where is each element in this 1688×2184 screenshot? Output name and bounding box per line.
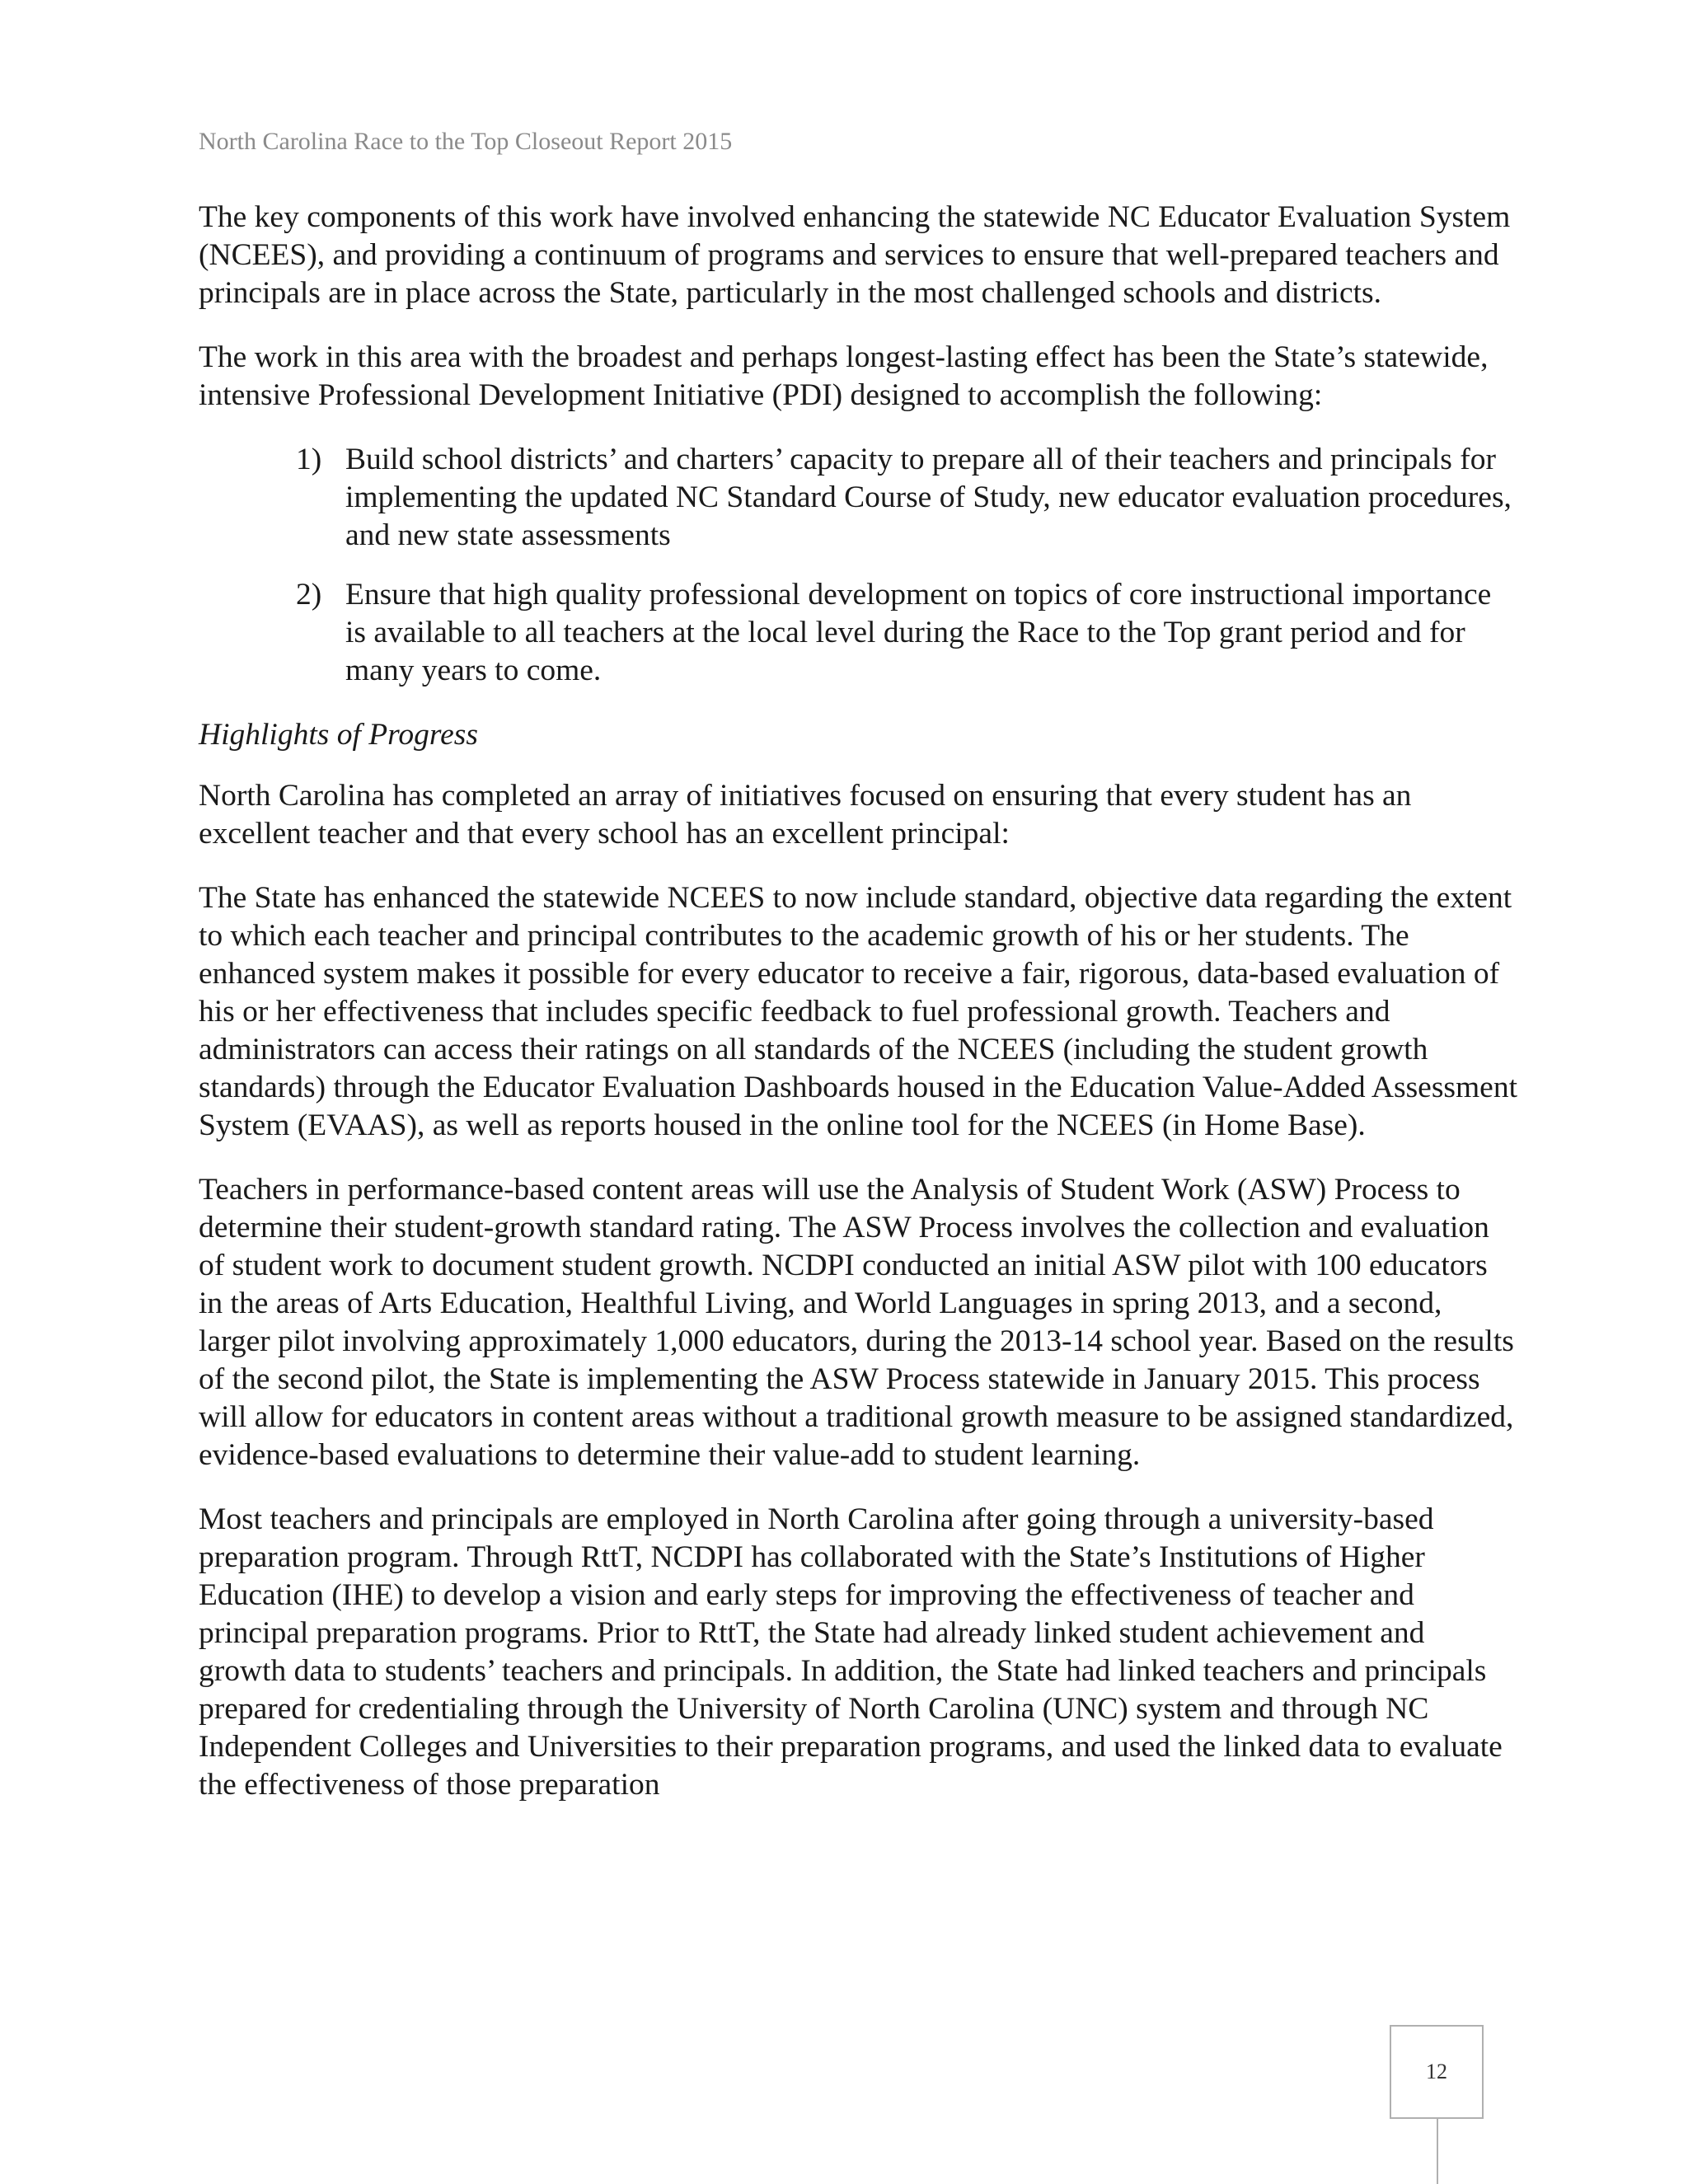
- running-header: North Carolina Race to the Top Closeout Report 2015: [199, 128, 733, 155]
- page-number-connector-line: [1437, 2119, 1438, 2184]
- list-marker: 2): [296, 578, 322, 612]
- paragraph-ncees-enhanced: The State has enhanced the statewide NCEES to now include standard, objective data regarding the extent to which each teacher and principal contributes to the academic growth of his or her students. The enhanced system makes it possible for every educator to receive a fair, rigorous, data-based evaluation of his or her effectiveness that includes specific feedback to fuel professional growth. Teachers and administrators can access their ratings on all standards of the NCEES (including the student growth standards) through the Educator Evaluation Dashboards housed in the Education Value-Added Assessment System (EVAAS), as well as reports housed in the online tool for the NCEES (in Home Base).: [199, 881, 1517, 1142]
- paragraph-key-components: The key components of this work have involved enhancing the statewide NC Educator Evaluation System (NCEES), and providing a continuum of programs and services to ensure that well-prepared teachers and principals are in place across the State, particularly in the most challenged schools and districts.: [199, 200, 1511, 310]
- list-marker: 1): [296, 443, 322, 476]
- list-item: [199, 576, 1517, 690]
- paragraph-asw-process: Teachers in performance-based content areas will use the Analysis of Student Work (ASW) Process to determine their student-growth standard rating. The ASW Process involves the collection and evaluation of student work to document student growth. NCDPI conducted an initial ASW pilot with 100 educators in the areas of Arts Education, Healthful Living, and World Languages in spring 2013, and a second, larger pilot involving approximately 1,000 educators, during the 2013-14 school year. Based on the results of the second pilot, the State is implementing the ASW Process statewide in January 2015. This process will allow for educators in content areas without a traditional growth measure to be assigned standardized, evidence-based evaluations to determine their value-add to student learning.: [199, 1173, 1514, 1472]
- paragraph-preparation-programs: Most teachers and principals are employed in North Carolina after going through a university-based preparation program. Through RttT, NCDPI has collaborated with the State’s Institutions of Higher Education (IHE) to develop a vision and early steps for improving the effectiveness of teacher and principal preparation programs. Prior to RttT, the State had already linked student achievement and growth data to students’ teachers and principals. In addition, the State had linked teachers and principals prepared for credentialing through the University of North Carolina (UNC) system and through NC Independent Colleges and Universities to their preparation programs, and used the linked data to evaluate the effectiveness of those preparation: [199, 1502, 1503, 1802]
- page-number: 12: [1390, 2025, 1484, 2119]
- list-item: [199, 441, 1517, 555]
- body-text: [199, 199, 1517, 1830]
- list-item-text: Ensure that high quality professional development on topics of core instructional importance is available to all teachers at the local level during the Race to the Top grant period and for many years to come.: [345, 578, 1492, 687]
- section-heading: Highlights of Progress: [199, 718, 478, 752]
- numbered-list: [199, 441, 1517, 690]
- paragraph-pdi-intro: The work in this area with the broadest and perhaps longest-lasting effect has been the State’s statewide, intensive Professional Development Initiative (PDI) designed to accomplish the following:: [199, 340, 1489, 412]
- list-item-text: Build school districts’ and charters’ capacity to prepare all of their teachers and principals for implementing the updated NC Standard Course of Study, new educator evaluation procedures, and new state assessments: [345, 443, 1512, 552]
- paragraph-array-of-initiatives: North Carolina has completed an array of initiatives focused on ensuring that every student has an excellent teacher and that every school has an excellent principal:: [199, 779, 1412, 851]
